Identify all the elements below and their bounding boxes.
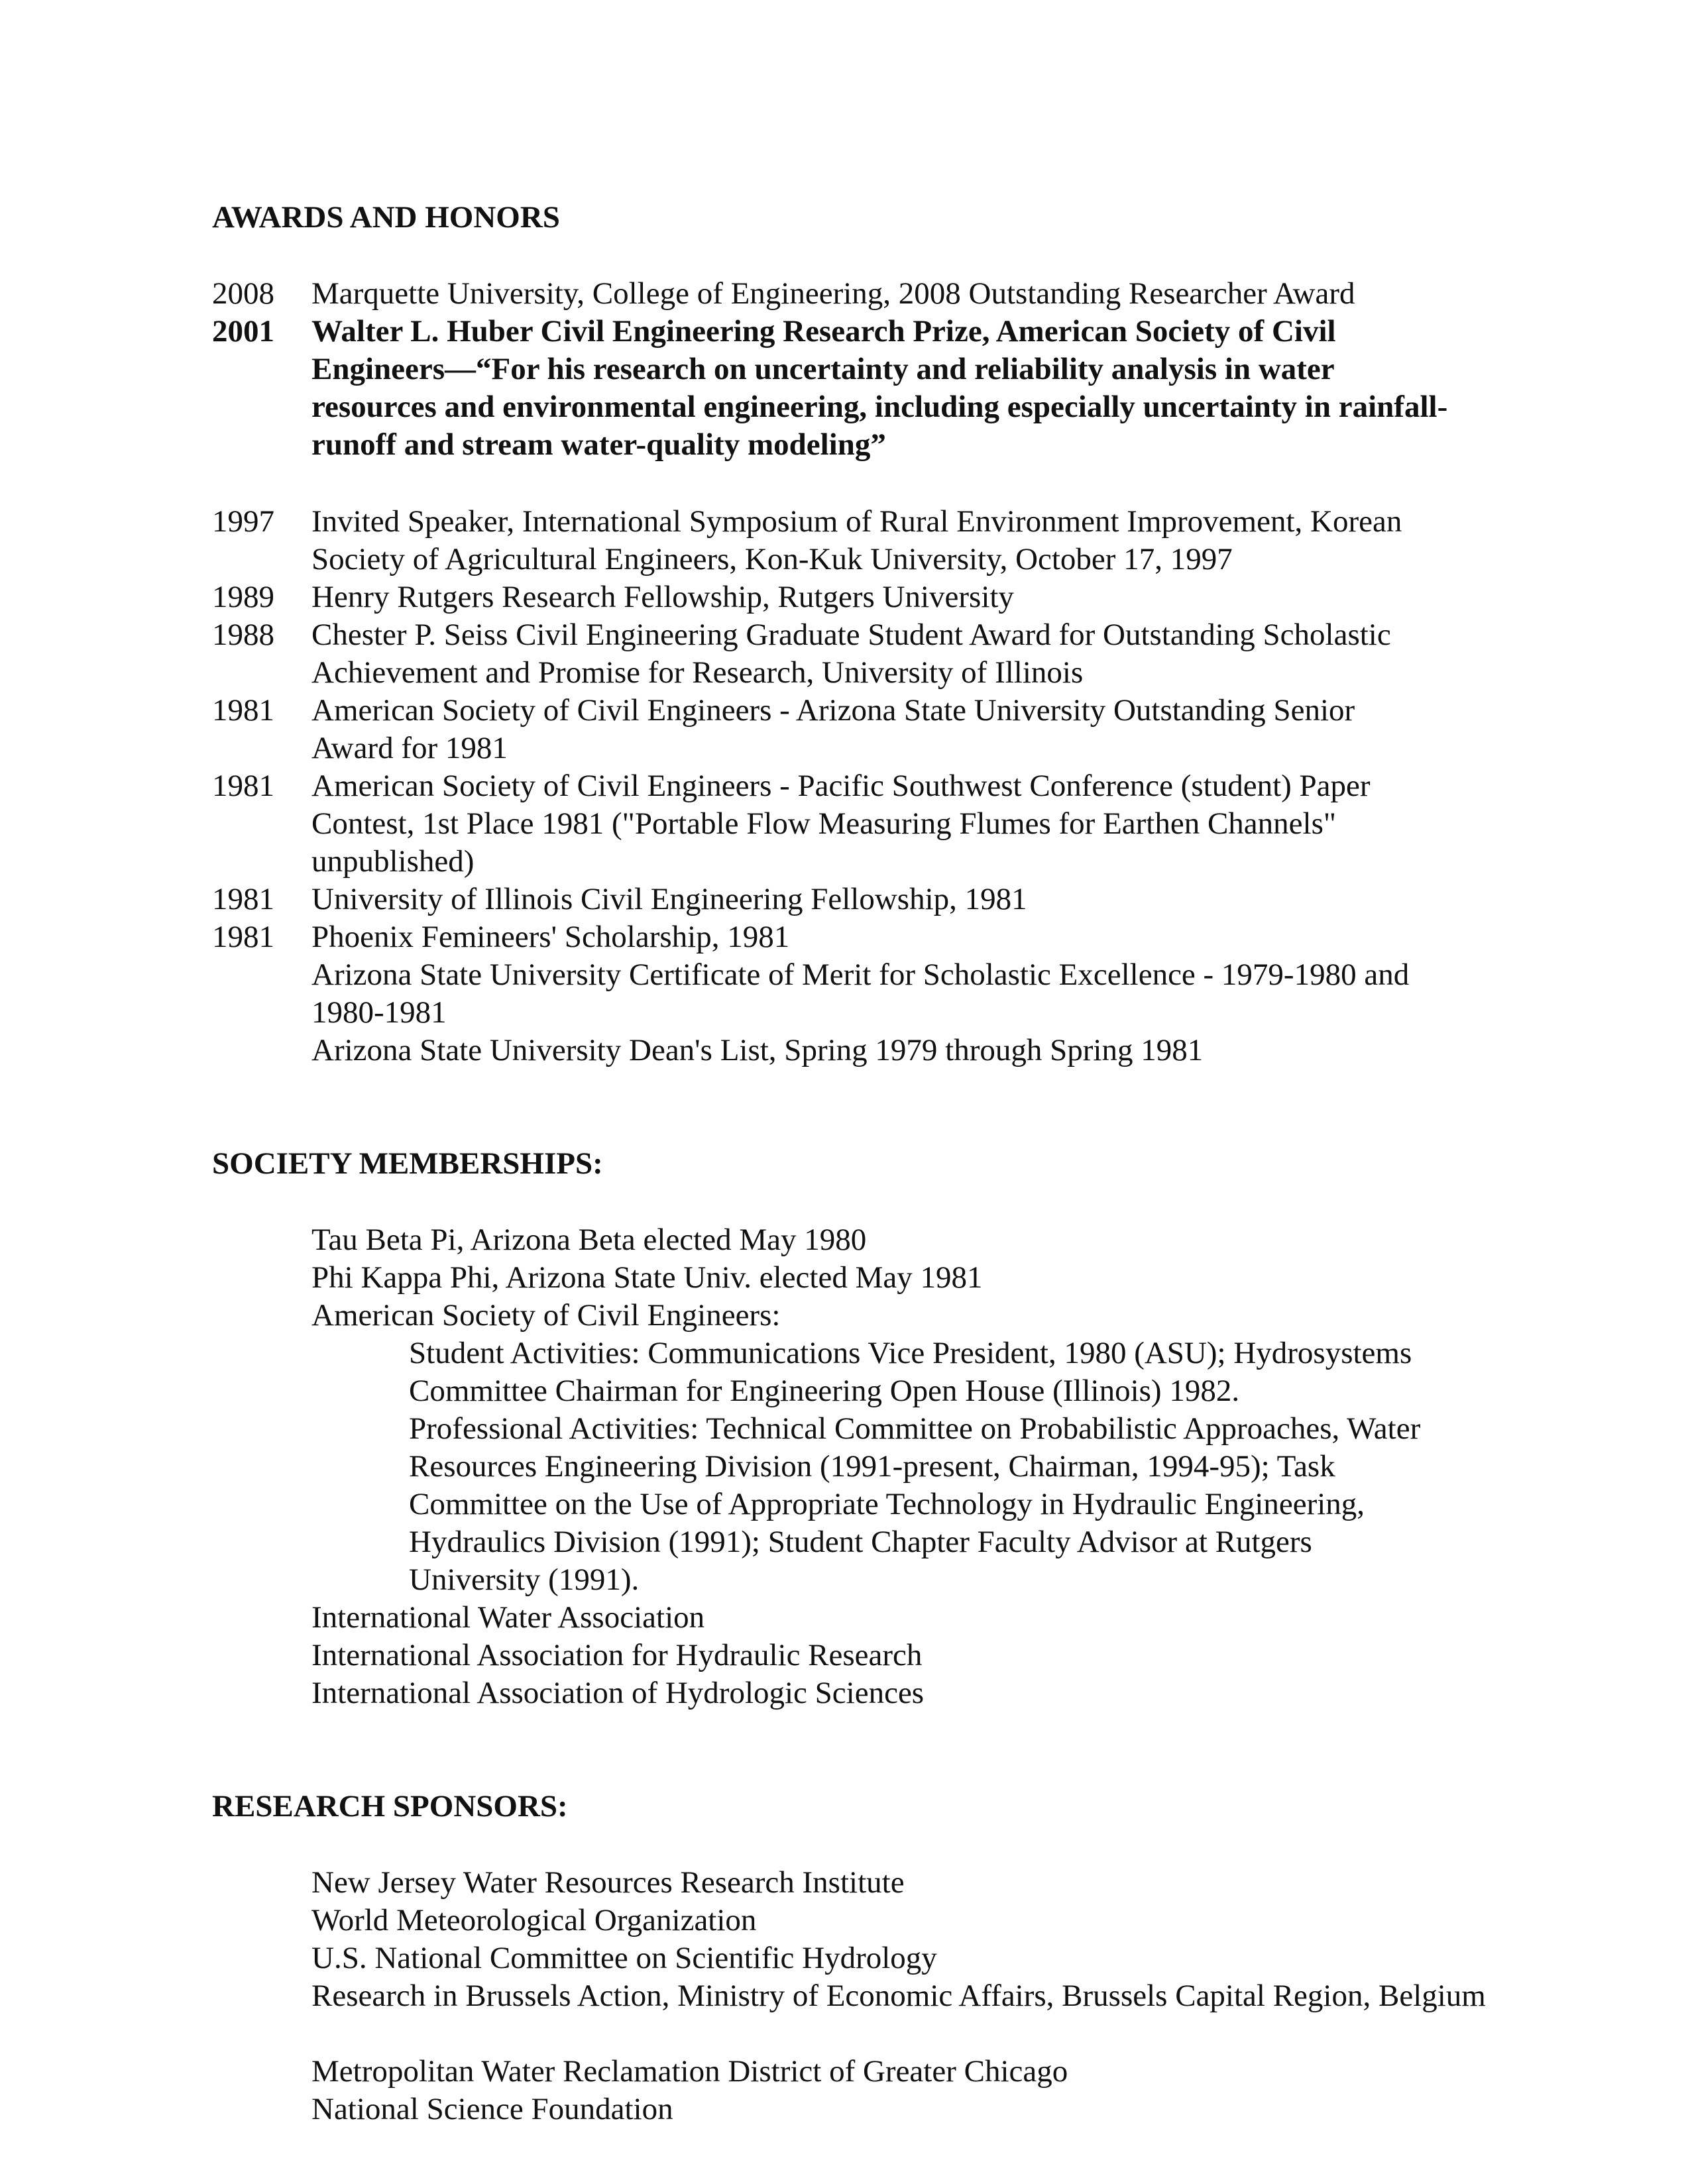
membership-item: International Association of Hydrologic Sciences xyxy=(311,1676,925,1710)
award-text: American Society of Civil Engineers - Pacific Southwest Conference (student) Paper Contest, 1st Place 1981 ("Portable Flow Measuring Flumes for Earthen Channels" unpublished) xyxy=(311,769,1371,879)
awards-heading: AWARDS AND HONORS xyxy=(212,200,560,235)
sponsor-item: Research in Brussels Action, Ministry of Economic Affairs, Brussels Capital Region, Belgium xyxy=(311,1979,1486,2013)
award-text: Arizona State University Certificate of Merit for Scholastic Excellence - 1979-1980 and 1980-1981 xyxy=(311,957,1410,1030)
sponsor-item: World Meteorological Organization xyxy=(311,1903,757,1938)
award-year: 1988 xyxy=(212,618,274,652)
asce-professional-activities: Professional Activities: Technical Committee on Probabilistic Approaches, Water Resources Engineering Division (1991-present, Chairman, 1994-95); Task Committee on the Use of Appropriate Technology in Hydraulic Engineering, Hydraulics Division (1991); Student Chapter Faculty Advisor at Rutgers University (1991). xyxy=(409,1411,1421,1597)
sponsor-item: New Jersey Water Resources Research Institute xyxy=(311,1865,905,1900)
membership-item: International Association for Hydraulic Research xyxy=(311,1638,923,1672)
award-text: Henry Rutgers Research Fellowship, Rutgers University xyxy=(311,580,1014,614)
award-text: University of Illinois Civil Engineering Fellowship, 1981 xyxy=(311,882,1027,916)
award-year: 2008 xyxy=(212,276,274,311)
award-text: Invited Speaker, International Symposium of Rural Environment Improvement, Korean Society of Agricultural Engineers, Kon-Kuk University, October 17, 1997 xyxy=(311,504,1402,576)
membership-item: American Society of Civil Engineers: xyxy=(311,1298,781,1333)
award-year: 1981 xyxy=(212,769,274,803)
award-text: Walter L. Huber Civil Engineering Research Prize, American Society of Civil Engineers—“For his research on uncertainty and reliability analysis in water resources and environmental engineering, including especially uncertainty in rainfall-runoff and stream water-quality modeling” xyxy=(311,314,1448,462)
membership-item: International Water Association xyxy=(311,1600,705,1635)
award-year: 1997 xyxy=(212,504,274,539)
award-text: Arizona State University Dean's List, Spring 1979 through Spring 1981 xyxy=(311,1033,1204,1067)
asce-student-activities: Student Activities: Communications Vice President, 1980 (ASU); Hydrosystems Committee Chairman for Engineering Open House (Illinois) 1982. xyxy=(409,1336,1412,1408)
sponsor-item: U.S. National Committee on Scientific Hydrology xyxy=(311,1941,937,1975)
award-year: 1989 xyxy=(212,580,274,614)
sponsor-item: Metropolitan Water Reclamation District of Greater Chicago xyxy=(311,2054,1068,2089)
award-text: Phoenix Femineers' Scholarship, 1981 xyxy=(311,920,790,954)
award-year: 1981 xyxy=(212,693,274,728)
award-text: Marquette University, College of Engineering, 2008 Outstanding Researcher Award xyxy=(311,276,1355,311)
sponsors-heading: RESEARCH SPONSORS: xyxy=(212,1789,568,1824)
membership-item: Tau Beta Pi, Arizona Beta elected May 1980 xyxy=(311,1223,867,1257)
sponsor-item: National Science Foundation xyxy=(311,2092,673,2126)
award-year: 1981 xyxy=(212,882,274,916)
memberships-heading: SOCIETY MEMBERSHIPS: xyxy=(212,1146,603,1181)
award-text: Chester P. Seiss Civil Engineering Graduate Student Award for Outstanding Scholastic Achievement and Promise for Research, University of Illinois xyxy=(311,618,1391,690)
award-text: American Society of Civil Engineers - Arizona State University Outstanding Senior Award for 1981 xyxy=(311,693,1355,765)
membership-item: Phi Kappa Phi, Arizona State Univ. elected May 1981 xyxy=(311,1260,983,1295)
award-year: 1981 xyxy=(212,920,274,954)
award-year: 2001 xyxy=(212,314,274,349)
